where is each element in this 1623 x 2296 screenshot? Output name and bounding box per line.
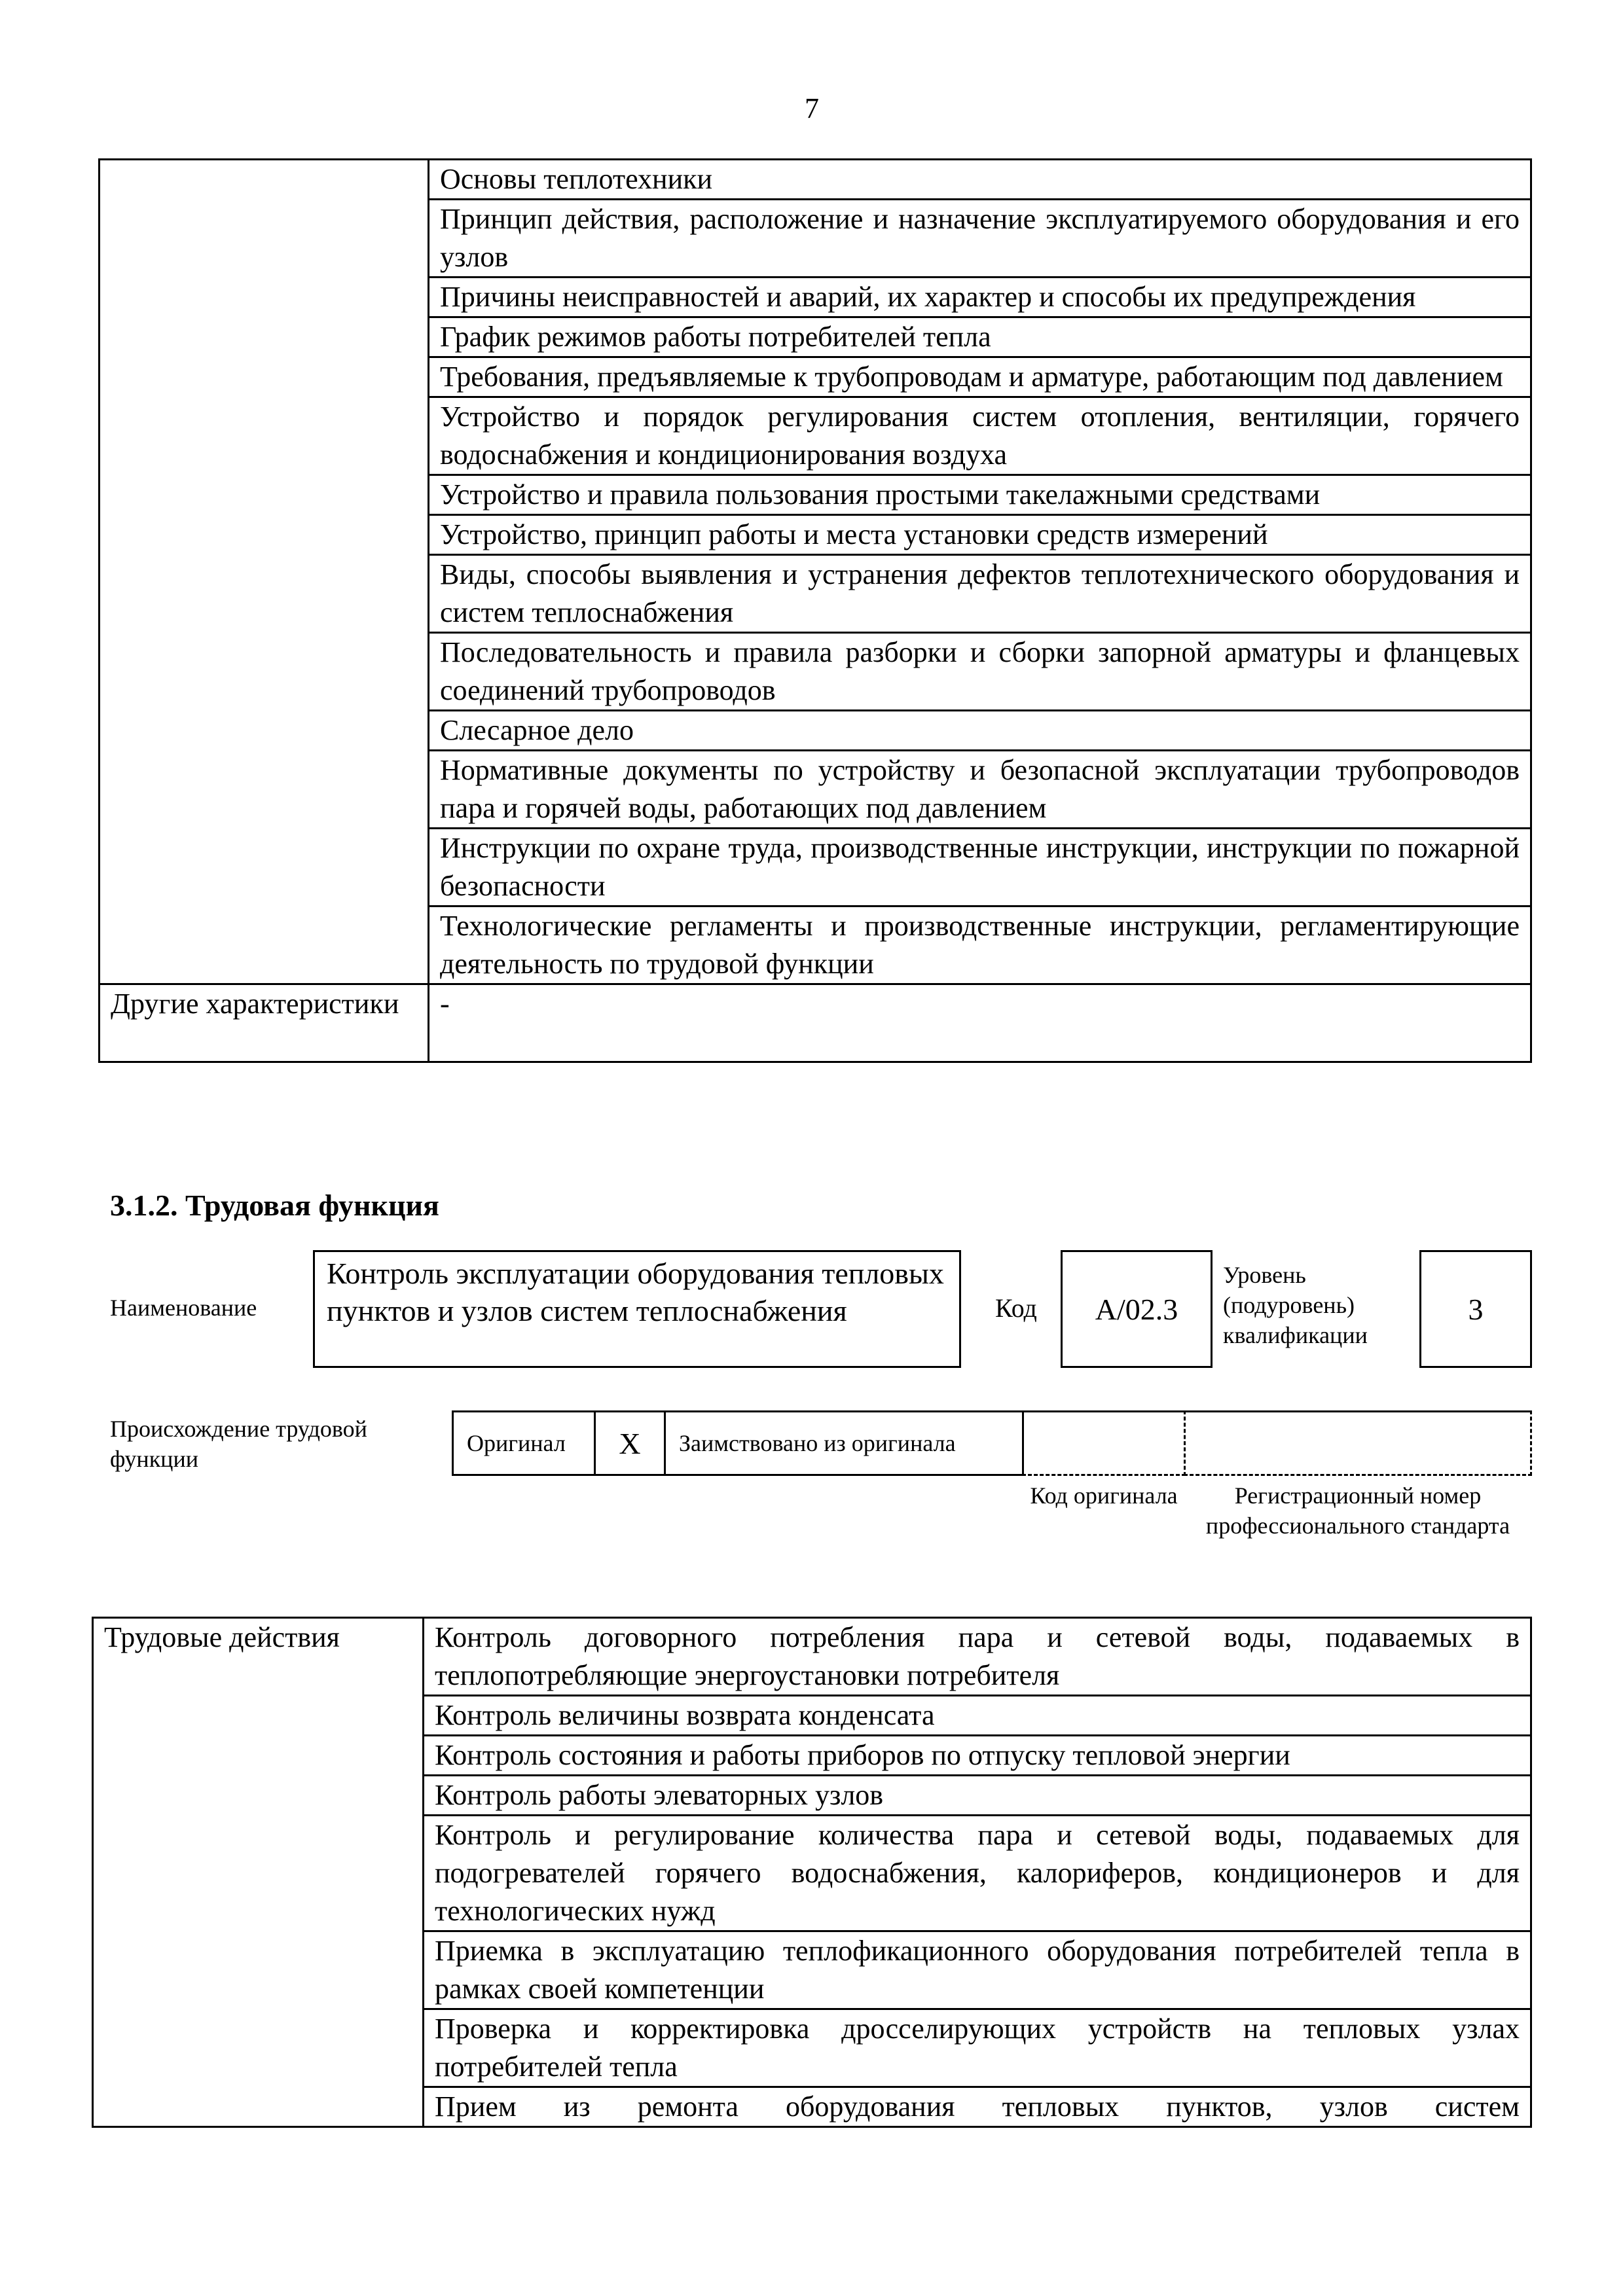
level-value-box: 3: [1419, 1250, 1532, 1368]
labor-action-cell: Контроль состояния и работы приборов по отпуску тепловой энергии: [424, 1736, 1531, 1776]
knowledge-table: [98, 158, 1532, 1063]
table-row: [100, 160, 1531, 200]
reg-caption: Регистрационный номер профессионального стандарта: [1205, 1482, 1510, 1539]
knowledge-cell: Виды, способы выявления и устранения дефектов теплотехнического оборудования и систем теплоснабжения: [429, 555, 1531, 633]
labor-actions-table: [92, 1617, 1532, 2128]
table-row: [100, 984, 1531, 1062]
borrowed-label: Заимствовано из оригинала: [664, 1410, 1024, 1476]
knowledge-cell: График режимов работы потребителей тепла: [429, 317, 1531, 357]
labor-actions-label: Трудовые действия: [93, 1618, 424, 2127]
other-characteristics-value: -: [429, 984, 1531, 1062]
knowledge-cell: Последовательность и правила разборки и сборки запорной арматуры и фланцевых соединений трубопроводов: [429, 633, 1531, 711]
function-name-box: Контроль эксплуатации оборудования тепловых пунктов и узлов систем теплоснабжения: [313, 1250, 961, 1368]
labor-action-cell: Контроль величины возврата конденсата: [424, 1696, 1531, 1736]
reg-number-cell: [1184, 1410, 1532, 1476]
knowledge-cell: Принцип действия, расположение и назначение эксплуатируемого оборудования и его узлов: [429, 200, 1531, 278]
labor-action-cell: Прием из ремонта оборудования тепловых пунктов, узлов систем: [424, 2087, 1531, 2127]
code-caption: Код оригинала: [1030, 1482, 1178, 1509]
knowledge-cell: Инструкции по охране труда, производственные инструкции, инструкции по пожарной безопасности: [429, 829, 1531, 906]
code-label: Код: [995, 1293, 1037, 1323]
knowledge-cell: Слесарное дело: [429, 711, 1531, 751]
page-number: 7: [805, 92, 819, 124]
labor-action-cell: Приемка в эксплуатацию теплофикационного оборудования потребителей тепла в рамках своей компетенции: [424, 1931, 1531, 2009]
origin-label: Происхождение трудовой функции: [110, 1416, 367, 1472]
knowledge-cell: Основы теплотехники: [429, 160, 1531, 200]
knowledge-cell: Технологические регламенты и производственные инструкции, регламентирующие деятельность по трудовой функции: [429, 906, 1531, 984]
knowledge-cell: Нормативные документы по устройству и безопасной эксплуатации трубопроводов пара и горячей воды, работающих под давлением: [429, 751, 1531, 829]
other-characteristics-label: Другие характеристики: [100, 984, 429, 1062]
function-code-box: A/02.3: [1061, 1250, 1213, 1368]
labor-action-cell: Контроль работы элеваторных узлов: [424, 1776, 1531, 1816]
knowledge-cell: Устройство, принцип работы и места установки средств измерений: [429, 515, 1531, 555]
knowledge-cell: Устройство и правила пользования простыми такелажными средствами: [429, 475, 1531, 515]
level-label: Уровень (подуровень) квалификации: [1223, 1262, 1368, 1348]
labor-action-cell: Контроль и регулирование количества пара и сетевой воды, подаваемых для подогревателей горячего водоснабжения, калориферов, кондиционеров и для технологических нужд: [424, 1816, 1531, 1931]
labor-action-cell: Контроль договорного потребления пара и сетевой воды, подаваемых в теплопотребляющие энергоустановки потребителя: [424, 1618, 1531, 1696]
knowledge-cell: Требования, предъявляемые к трубопроводам и арматуре, работающим под давлением: [429, 357, 1531, 397]
knowledge-cell: Устройство и порядок регулирования систем отопления, вентиляции, горячего водоснабжения и кондиционирования воздуха: [429, 397, 1531, 475]
original-code-cell: [1022, 1410, 1186, 1476]
labor-action-cell: Проверка и корректировка дросселирующих устройств на тепловых узлах потребителей тепла: [424, 2009, 1531, 2087]
table-row: [93, 1618, 1531, 1696]
original-label: Оригинал: [452, 1410, 596, 1476]
section-title: 3.1.2. Трудовая функция: [110, 1189, 439, 1222]
knowledge-left-cell: [100, 160, 429, 984]
original-mark: X: [594, 1410, 666, 1476]
knowledge-cell: Причины неисправностей и аварий, их характер и способы их предупреждения: [429, 278, 1531, 317]
name-label: Наименование: [110, 1295, 257, 1321]
